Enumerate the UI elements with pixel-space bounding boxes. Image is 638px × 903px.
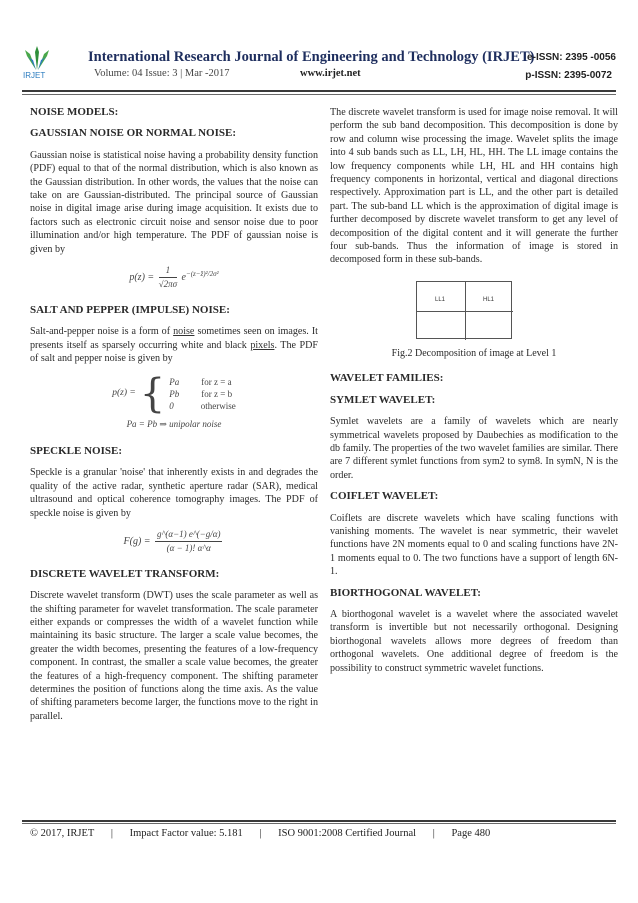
section-heading: SALT AND PEPPER (IMPULSE) NOISE: [30,303,230,316]
footer-separator: | [110,828,114,839]
header-rule-thin [22,94,616,95]
left-column [30,106,318,731]
subband-hl1: HL1 [483,296,495,303]
text-run: Salt-and-pepper noise is a form of [30,326,174,338]
footer [30,828,504,839]
eq-denominator: (α − 1)! α^α [166,543,211,554]
case-value: Pb [169,388,180,399]
footer-separator: | [432,828,435,839]
section-heading: DISCRETE WAVELET TRANSFORM: [30,567,220,580]
paragraph: Gaussian noise is statistical noise having a probability density function (PDF) equal to that of the normal distribution, which is also known as the Gaussian distribution. In other words, the values that the noise can take on are Gaussian-distributed. The principal source of Gaussian noise in digital image arise during image acquisition. It exists due to factors such as electronic circuit noise and sensor noise due to poor illumination and/or high temperature. The PDF of gaussian noise is given by [30,149,318,255]
eq-denominator: √2πσ [158,279,178,290]
eq-numerator: g^(α−1) e^(−g/α) [155,528,222,542]
paragraph: Discrete wavelet transform (DWT) uses the scale parameter as well as the shifting parameter for wavelet transformation. The scale parameter either expands or compresses the width of a wavelet function while maintaining its basic structure. The larger a scale value becomes, the greater the width becomes, presenting the features of a low-frequency component. In contrast, the smaller a scale value becomes, the greater the features of a high-frequency component. The shifting parameter determines the position of functions along the time axis. As the value of shifting parameters become larger, the functions move to the right in parallel. [30,590,318,722]
pixels-link[interactable]: pixels [250,339,275,351]
right-column [330,106,618,683]
speckle-equation [30,528,318,556]
section-heading: GAUSSIAN NOISE OR NORMAL NOISE: [30,127,236,140]
case-value: Pa [169,376,180,387]
eq-lhs: p(z) = [112,387,136,398]
eq-lhs: p(z) = [129,272,155,284]
eq-numerator: 1 [159,264,177,278]
header-rule [22,90,616,92]
p-issn: p-ISSN: 2395-0072 [525,70,612,81]
section-heading: WAVELET FAMILIES: [330,372,444,385]
case-value: 0 [169,400,174,411]
paragraph: Speckle is a granular 'noise' that inherently exists in and degrades the quality of the active radar, synthetic aperture radar (SAR), medical ultrasound and optical coherence tomography images. The PDF of speckle noise is given by [30,467,318,519]
volume-issue: Volume: 04 Issue: 3 | Mar -2017 [94,68,230,79]
e-issn: e-ISSN: 2395 -0056 [527,52,616,63]
footer-rule-thin [22,823,616,824]
logo-text: IRJET [23,71,46,80]
noise-link[interactable]: noise [173,326,195,338]
figure-divider [417,311,513,312]
case-condition: for z = b [201,388,233,399]
eq-cases [169,376,236,412]
gaussian-equation [30,264,318,292]
eq-fraction [155,528,222,556]
case-condition: for z = a [201,376,232,387]
text-run: . The PDF of salt and pepper noise is given by [30,339,318,365]
decomposition-figure [416,281,512,339]
paragraph: Symlet wavelets are a family of wavelets which are nearly symmetrical wavelets proposed by Daubechies as modification to the db family. The properties of the two wavelet families are similar. There are 7 different symlet functions from sym2 to sym8. In symN, N is the order. [330,416,618,481]
journal-title: International Research Journal of Engineering and Technology (IRJET) [88,49,535,65]
salt-pepper-equation [30,370,318,417]
impact-factor: Impact Factor value: 5.181 [129,828,243,839]
section-heading: BIORTHOGONAL WAVELET: [330,586,481,599]
eq-exp-base: e [181,272,186,284]
footer-rule [22,820,616,822]
paragraph: Coiflets are discrete wavelets which have scaling functions with vanishing moments. The wavelet is near symmetric, their wavelet functions have 2N moments equal to 0 and scaling functions have 2N-1 moments equal to 0. The two functions have a support of length 6N-1. [330,512,618,578]
unipolar-note: Pa = Pb ⇒ unipolar noise [126,418,222,429]
section-heading: COIFLET WAVELET: [330,490,439,503]
section-heading: SPECKLE NOISE: [30,444,122,457]
paragraph: The discrete wavelet transform is used for image noise removal. It will perform the sub band decomposition. This decomposition is done by row and column wise processing the image. Wavelet splits the image into 4 sub bands such as LL, LH, HL, HH. The LL image contains the low frequency components while LH, HL and HH contains high frequency components in horizontal, vertical and diagonal directions respectively. Approximation part is LL, and the other part is detailed part. The sub-band LL which is the approximation of digital image is further decomposed by discrete wavelet transform to get any level of decomposition of the digital content and it will generate the further four sub-bands. Thus the information of image is stored in decomposed form in these sub-bands. [330,107,618,266]
case-condition: otherwise [200,400,236,411]
eq-exponent: −(z−z̄)²/2σ² [186,269,219,278]
eq-fraction [159,264,177,292]
text-run: sometimes seen on images. It presents itself as sparsely occurring white and black [30,326,318,351]
website-link[interactable]: www.irjet.net [300,68,361,79]
copyright: © 2017, IRJET [30,828,95,839]
paragraph [30,325,318,365]
subband-ll1: LL1 [435,296,446,303]
iso-certification: ISO 9001:2008 Certified Journal [278,828,417,839]
page-number: Page 480 [451,828,491,839]
brace: { [139,370,166,417]
figure-caption: Fig.2 Decomposition of image at Level 1 [391,347,557,359]
section-heading: NOISE MODELS: [30,106,119,118]
paragraph: A biorthogonal wavelet is a wavelet where the associated wavelet transform is invertible but not necessarily orthogonal. Designing biorthogonal wavelets allows more degrees of freedom than orthogonal wavelets. One additional degree of freedom is the possibility to construct symmetric wavelet functions. [330,608,618,674]
section-heading: SYMLET WAVELET: [330,393,436,406]
journal-header [22,44,616,90]
footer-separator: | [259,828,262,839]
eq-lhs: F(g) = [123,536,151,548]
